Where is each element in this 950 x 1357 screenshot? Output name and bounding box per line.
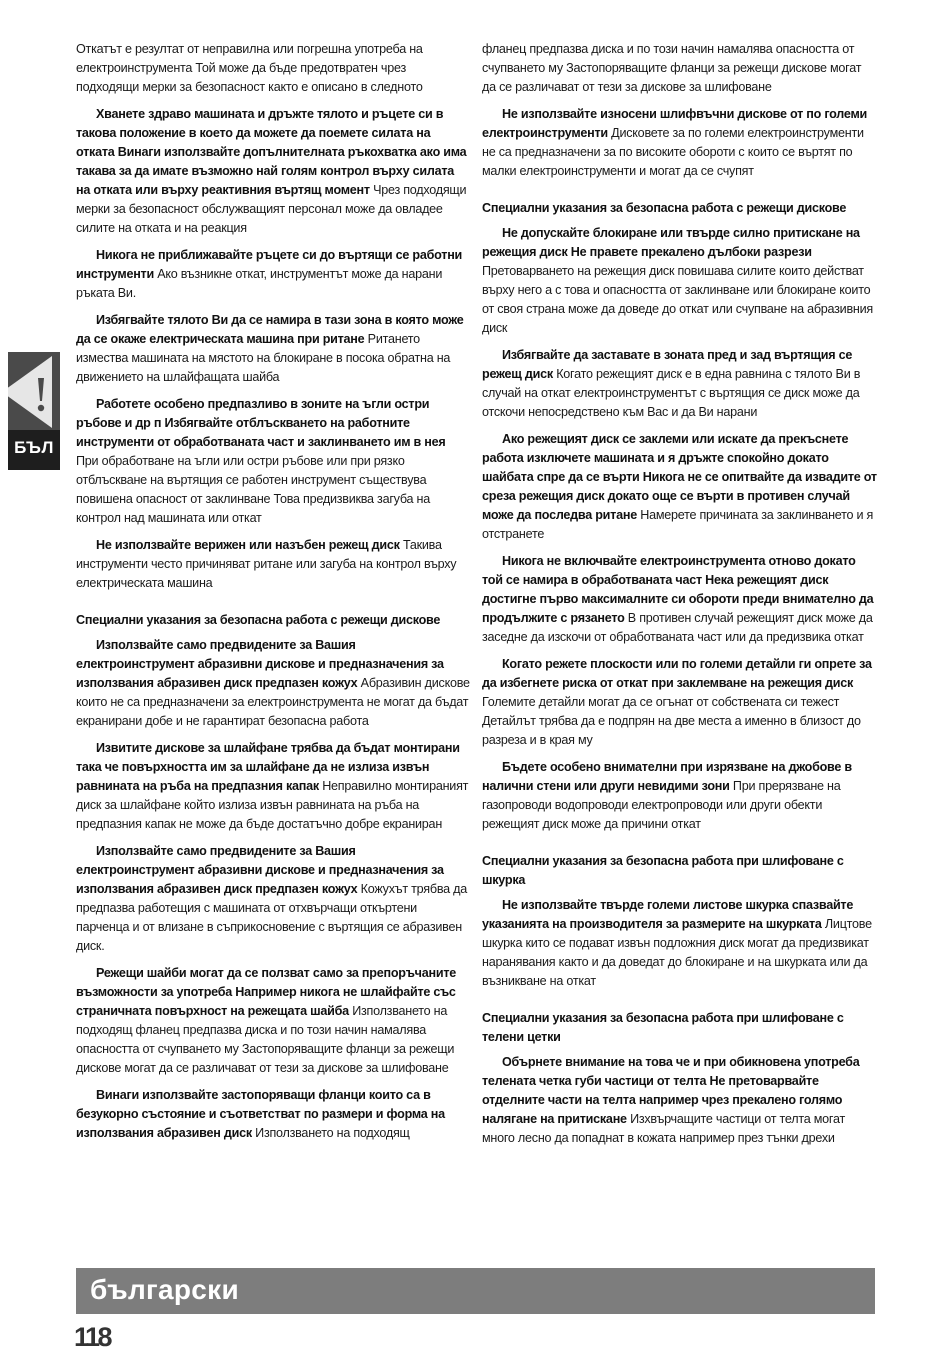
body-paragraph [76,105,470,238]
body-paragraph [482,105,878,181]
paragraph-text: При прерязване на газопроводи водопроводи електропроводи или други обекти режещият диск може да причини откат [482,779,841,831]
section-heading: Специални указания за безопасна работа с режещи дискове [482,201,847,215]
language-label: БЪЛ [14,438,54,457]
left-column [76,40,470,1151]
body-paragraph [482,896,878,991]
bold-warning: Извитите дискове за шлайфане трябва да бъдат монтирани така че повърхността им за шлайфане да не излиза извън равнината на ръба на предпазния капак [76,741,460,793]
body-paragraph [482,40,878,97]
paragraph-text: При обработване на ъгли или остри ръбове или при рязко отблъскване на въртящия се работен инструмент съществува повишена опасност от заклинване Това предизвиква загуба на контрол над машината или откат [76,454,430,525]
paragraph-text: Неправилно монтираният диск за шлайфане който излиза извън равнината на ръба на предпазния капак не може да бъде достатъчно добре екраниран [76,779,469,831]
bold-warning: Обърнете внимание на това че и при обикновена употреба телената четка губи частици от телта Не претоварвайте отделните части на телта например чрез прекалено голямо налягане на притискане [482,1055,860,1126]
body-paragraph [76,1086,470,1143]
bold-warning: Когато режете плоскости или по големи детайли ги опрете за да избегнете риска от откат при заклемване на режещия диск [482,657,872,690]
paragraph-text: Претоварването на режещия диск повишава силите които действат върху него а с това и опасността от заклинване или блокиране които от своя страна може да доведе до откат или счупване на абразивния диск [482,264,873,335]
paragraph-text: Намерете причината за заклинването и я отстранете [482,508,874,541]
paragraph-text: Изхвърчащите частици от телта могат много лесно да попаднат в кожата например през тънки дрехи [482,1112,845,1145]
bold-warning: Използвайте само предвидените за Вашия електроинструмент абразивни дискове и предназначения за използвания абразивен диск предпазен кожух [76,844,444,896]
body-paragraph [482,346,878,422]
body-paragraph [482,430,878,544]
body-paragraph [76,395,470,528]
paragraph-text: Дисковете за по големи електроинструменти не са предназначени за по високите обороти с които се въртят по малки електроинструменти и могат да се счупят [482,126,864,178]
section-heading: Специални указания за безопасна работа при шлифоване с шкурка [482,854,844,887]
body-paragraph [76,636,470,731]
section-heading: Специални указания за безопасна работа при шлифоване с телени цетки [482,1011,844,1044]
paragraph-text: Откатът е резултат от неправилна или погрешна употреба на електроинструмента Той може да бъде предотвратен чрез подходящи мерки за безопасност както е описано в следното [76,42,423,94]
paragraph-text: Използването на подходящ фланец предпазва диска и по този начин намалява опасността от счупването му Застопоряващите фланци за режещи дискове могат да се различават от тези за дискове за шлифоване [76,1004,455,1075]
bold-warning: Не използвайте верижен или назъбен режещ диск [96,538,400,552]
section-heading: Специални указания за безопасна работа с режещи дискове [76,613,441,627]
bold-warning: Не използвайте износени шлифвъчни дискове от по големи електроинструменти [482,107,868,140]
bold-warning: Никога не включвайте електроинструмента отново докато той се намира в обработваната част Нека режещият диск достигне първо максималните си обороти преди внимателно да продължите с рязането [482,554,874,625]
bold-warning: Използвайте само предвидените за Вашия електроинструмент абразивни дискове и предназначения за използвания абразивен диск предпазен кожух [76,638,444,690]
bold-warning: Не допускайте блокиране или твърде силно притискане на режещия диск Не правете прекалено дълбоки разрези [482,226,860,259]
right-column [482,40,878,1156]
body-paragraph [482,552,878,647]
paragraph-text: фланец предпазва диска и по този начин намалява опасността от счупването му Застопоряващите фланци за режещи дискове могат да се различават от тези за дискове за шлифоване [482,42,862,94]
bold-warning: Избягвайте тялото Ви да се намира в тази зона в която може да се окаже електрическата машина при ритане [76,313,464,346]
paragraph-text: Когато режещият диск е в една равнина с тялото Ви в случай на откат електроинструментът с въртящия се диск може да отскочи непосредствено към Вас и да Ви нарани [482,367,861,419]
bold-warning: Не използвайте твърде големи листове шкурка спазвайте указанията на производителя за размерите на шкурката [482,898,854,931]
language-side-tab [8,352,60,470]
warning-icon [8,352,60,430]
body-paragraph [76,246,470,303]
footer-language-title: български [90,1274,239,1305]
paragraph-text: Лицтове шкурка кито се подават извън подложния диск могат да предизвикат наранявания както и да доведат до блокиране и на шкурката или да възникване на откат [482,917,872,988]
paragraph-text: Големите детайли могат да се огънат от собствената си тежест Детайлът трябва да е подпрян на две места а именно в близост до разреза и в края му [482,695,861,747]
body-paragraph [76,964,470,1078]
body-paragraph [482,224,878,338]
body-paragraph [76,842,470,956]
bold-warning: Работете особено предпазливо в зоните на ъгли остри ръбове и др п Избягвайте отблъскването на работните инструменти от обработваната част и заклинването им в нея [76,397,446,449]
footer-band [76,1268,875,1314]
body-paragraph [482,758,878,834]
paragraph-text: Ритането измества машината на мястото на блокиране в посока обратна на движението на шлайфащата шайба [76,332,451,384]
bold-warning: Режещи шайби могат да се ползват само за препоръчаните възможности за употреба Например никога не шлайфайте със страничната повърхност на режещата шайба [76,966,456,1018]
bold-warning: Никога не приближавайте ръцете си до въртящи се работни инструменти [76,248,463,281]
paragraph-text: Използването на подходящ [255,1126,410,1140]
body-paragraph [482,1053,878,1148]
paragraph-text: Абразивин дискове които не са предназначени за електроинструмента не могат да бъдат екранирани добе и не гарантират безопасна работа [76,676,470,728]
body-paragraph [76,536,470,593]
body-paragraph [76,40,470,97]
bold-warning: Хванете здраво машината и дръжте тялото и ръцете си в такова положение в което да можете да поемете силата на отката Винаги използвайте допълнителната ръкохватка ако има такава за да имате възможно най голям контрол върху силата на отката или върху реактивния въртящ момент [76,107,467,197]
paragraph-text: Чрез подходящи мерки за безопасност обслужващият персонал може да овладее силите на отката и на реакция [76,183,467,235]
paragraph-text: Ако възникне откат, инструментът може да нарани ръката Ви. [76,267,443,300]
body-paragraph [482,655,878,750]
paragraph-text: Кожухът трябва да предпазва работещия с машината от отхвърчащи откъртени парченца и от влизане в съприкосновение с въртящия се абразивен диск. [76,882,467,953]
body-paragraph [76,311,470,387]
bold-warning: Избягвайте да заставате в зоната пред и зад въртящия се режещ диск [482,348,853,381]
body-paragraph [76,739,470,834]
paragraph-text: В противен случай режещият диск може да заседне да изскочи от обработваната част или да предизвика откат [482,611,873,644]
page-number: 118 [74,1322,111,1352]
bold-warning: Винаги използвайте застопоряващи фланци които са в безукорно състояние и съответстват по размери и форма на използвания абразивен диск [76,1088,445,1140]
bold-warning: Бъдете особено внимателни при изрязване на джобове в налични стени или други невидими зони [482,760,852,793]
bold-warning: Ако режещият диск се заклеми или искате да прекъснете работа изключете машината и я дръжте спокойно докато шайбата спре да се върти Никога не се опитвайте да извадите от среза режещия диск докато още се върти в противен случай може да последва ритане [482,432,877,522]
paragraph-text: Такива инструменти често причиняват ритане или загуба на контрол върху електрическата машина [76,538,457,590]
